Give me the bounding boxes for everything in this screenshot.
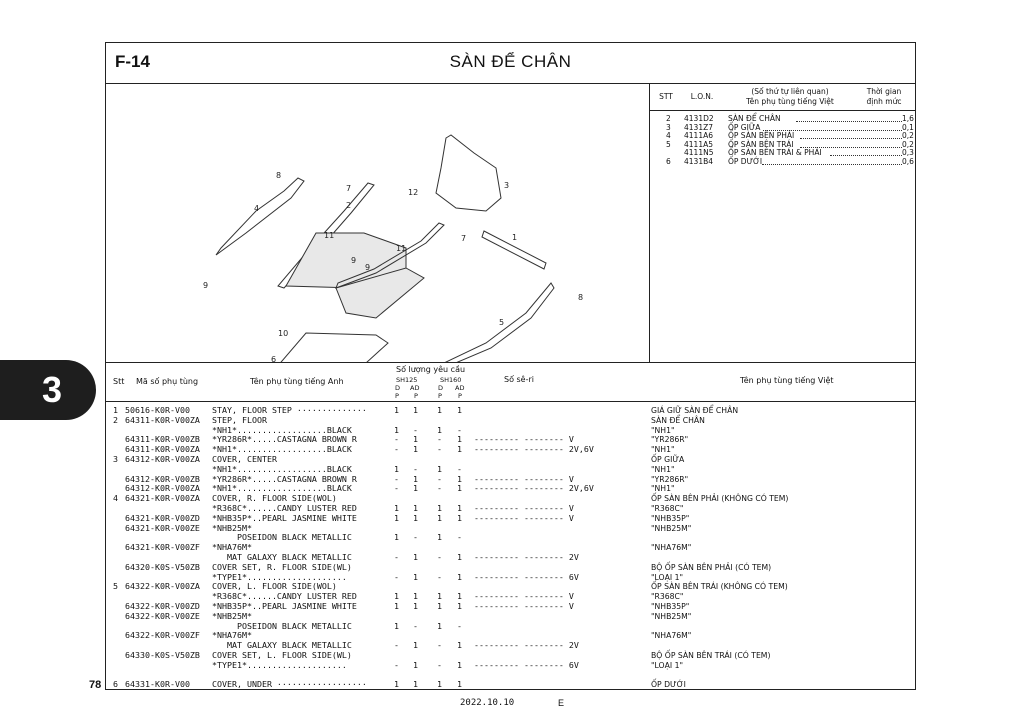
- row-qty: -: [413, 424, 418, 435]
- row-stt: 2: [113, 414, 118, 425]
- row-name-vn: "NHB35P": [651, 513, 690, 523]
- row-name-en: *TYPE1*....................: [212, 571, 347, 582]
- row-qty: 1: [413, 502, 418, 513]
- callout-11b: 11: [396, 244, 407, 253]
- row-name-en: POSEIDON BLACK METALLIC: [212, 532, 352, 543]
- row-serial: --------- -------- V: [474, 512, 574, 523]
- row-qty: -: [457, 620, 462, 631]
- row-name-en: *NH1*..................BLACK: [212, 483, 352, 494]
- ref-header-desc-1: (Số thứ tự liên quan): [751, 87, 829, 96]
- row-qty: 1: [413, 571, 418, 582]
- row-qty: -: [457, 463, 462, 474]
- row-qty: -: [394, 551, 399, 562]
- row-qty: 1: [457, 551, 462, 562]
- row-name-en: COVER, R. FLOOR SIDE(WOL): [212, 493, 337, 504]
- row-part-no: 64312-K0R-V00ZA: [125, 483, 200, 494]
- parts-table-body: [106, 406, 915, 690]
- callout-5: 5: [499, 318, 505, 327]
- row-name-vn: "R368C": [651, 503, 684, 513]
- callout-9b: 9: [351, 256, 357, 265]
- row-name-en: *NHB25M*: [212, 522, 252, 533]
- row-name-en: *NHA76M*: [212, 630, 252, 641]
- row-name-vn: BỘ ỐP SÀN BÊN PHẢI (CÓ TEM): [651, 562, 772, 572]
- row-qty: -: [394, 659, 399, 670]
- row-part-no: 64331-K0R-V00: [125, 679, 190, 690]
- col-stt: Stt: [113, 377, 125, 386]
- callout-7: 7: [346, 184, 352, 193]
- row-name-vn: SÀN ĐỂ CHÂN: [651, 415, 705, 425]
- row-qty: 1: [394, 512, 399, 523]
- row-qty: -: [437, 551, 442, 562]
- row-name-vn: "NH1": [651, 445, 675, 455]
- row-name-en: *NHA76M*: [212, 542, 252, 553]
- row-stt: 3: [113, 453, 118, 464]
- row-name-vn: "NHA76M": [651, 631, 692, 641]
- row-part-no: 64321-K0R-V00ZE: [125, 522, 200, 533]
- col-part-no: Mã số phụ tùng: [136, 377, 199, 386]
- row-part-no: 64320-K0S-V50ZB: [125, 561, 200, 572]
- ref-rows: [650, 115, 916, 166]
- row-stt: 5: [113, 581, 118, 592]
- col-serial: Số sê-ri: [504, 375, 535, 384]
- table-row: [106, 680, 915, 690]
- row-qty: -: [437, 444, 442, 455]
- callout-3: 3: [504, 181, 510, 190]
- row-qty: 1: [394, 620, 399, 631]
- row-qty: 1: [437, 620, 442, 631]
- row-part-no: 64321-K0R-V00ZA: [125, 493, 200, 504]
- part-3-center-cover: [436, 135, 501, 211]
- row-serial: --------- -------- V: [474, 600, 574, 611]
- row-name-vn: ỐP GIỮA: [651, 454, 685, 464]
- row-part-no: 64322-K0R-V00ZA: [125, 581, 200, 592]
- row-qty: -: [394, 640, 399, 651]
- row-qty: -: [394, 444, 399, 455]
- row-serial: --------- -------- 2V: [474, 640, 579, 651]
- row-qty: -: [437, 483, 442, 494]
- row-name-vn: "NHB25M": [651, 523, 692, 533]
- row-qty: 1: [413, 512, 418, 523]
- row-qty: 1: [394, 424, 399, 435]
- row-name-en: *YR286R*.....CASTAGNA BROWN R: [212, 473, 357, 484]
- exploded-diagram: [106, 83, 650, 362]
- ref-header-lon: L.O.N.: [690, 92, 714, 101]
- ref-row: 2 4131D2 SÀN ĐỂ CHÂN 1,6: [666, 114, 914, 123]
- row-name-vn: "LOẠI 1": [651, 660, 683, 670]
- row-name-vn: "NHB25M": [651, 611, 692, 621]
- row-part-no: 64311-K0R-V00ZB: [125, 434, 200, 445]
- row-name-en: COVER, CENTER: [212, 453, 277, 464]
- col-model-sh125: SH125: [396, 376, 418, 384]
- row-qty: 1: [413, 640, 418, 651]
- row-name-en: COVER, L. FLOOR SIDE(WOL): [212, 581, 337, 592]
- row-qty: 1: [457, 571, 462, 582]
- callout-7b: 7: [461, 234, 467, 243]
- col-qty: Số lượng yêu cầu: [396, 365, 466, 374]
- row-qty: 1: [413, 659, 418, 670]
- row-name-vn: "NHA76M": [651, 543, 692, 553]
- row-name-en: *YR286R*.....CASTAGNA BROWN R: [212, 434, 357, 445]
- row-name-vn: ỐP DƯỚI: [651, 680, 686, 690]
- row-serial: --------- -------- 2V: [474, 551, 579, 562]
- parts-page-frame: [105, 42, 916, 690]
- row-qty: -: [413, 532, 418, 543]
- ref-header-time-2: định mức: [866, 97, 902, 106]
- col-name-vn: Tên phụ tùng tiếng Việt: [740, 376, 834, 385]
- row-stt: 6: [113, 679, 118, 690]
- row-name-vn: ỐP SÀN BÊN PHẢI (KHÔNG CÓ TEM): [651, 494, 789, 504]
- ref-header-stt: STT: [659, 92, 673, 101]
- row-qty: 1: [437, 591, 442, 602]
- row-qty: -: [437, 640, 442, 651]
- row-part-no: 64330-K0S-V50ZB: [125, 649, 200, 660]
- row-qty: 1: [437, 512, 442, 523]
- row-part-no: 64321-K0R-V00ZD: [125, 512, 200, 523]
- row-name-en: POSEIDON BLACK METALLIC: [212, 620, 352, 631]
- row-qty: 1: [457, 659, 462, 670]
- row-name-vn: "YR286R": [651, 435, 689, 445]
- row-qty: 1: [437, 532, 442, 543]
- row-name-en: STEP, FLOOR: [212, 414, 267, 425]
- row-qty: 1: [457, 502, 462, 513]
- row-qty: -: [437, 434, 442, 445]
- page-number: 78: [89, 679, 102, 691]
- row-qty: -: [457, 424, 462, 435]
- row-serial: --------- -------- 2V,6V: [474, 444, 594, 455]
- row-stt: 1: [113, 405, 118, 415]
- row-serial: --------- -------- V: [474, 434, 574, 445]
- callout-12: 12: [408, 188, 419, 197]
- row-part-no: 64322-K0R-V00ZF: [125, 630, 200, 641]
- row-name-en: *NHB35P*..PEARL JASMINE WHITE: [212, 512, 357, 523]
- callout-1: 1: [512, 233, 518, 242]
- callout-6: 6: [271, 355, 277, 362]
- row-name-vn: "R368C": [651, 592, 684, 602]
- row-qty: -: [394, 473, 399, 484]
- figure-code: F-14: [115, 52, 150, 71]
- row-serial: --------- -------- V: [474, 473, 574, 484]
- row-name-vn: ỐP SÀN BÊN TRÁI (KHÔNG CÓ TEM): [651, 582, 788, 592]
- ref-row: 6 4131B4 ỐP DƯỚI 0,6: [666, 156, 914, 166]
- row-qty: -: [437, 659, 442, 670]
- row-qty: 1: [413, 679, 418, 690]
- row-qty: -: [413, 463, 418, 474]
- callout-4: 4: [254, 204, 260, 213]
- row-name-en: *R368C*......CANDY LUSTER RED: [212, 591, 357, 602]
- row-name-en: MAT GALAXY BLACK METALLIC: [212, 551, 352, 562]
- row-part-no: 50616-K0R-V00: [125, 405, 190, 415]
- row-name-en: *TYPE1*....................: [212, 659, 347, 670]
- row-qty: 1: [437, 405, 442, 415]
- row-qty: 1: [457, 591, 462, 602]
- row-name-en: *NHB35P*..PEARL JASMINE WHITE: [212, 600, 357, 611]
- row-serial: --------- -------- V: [474, 591, 574, 602]
- row-serial: --------- -------- V: [474, 502, 574, 513]
- row-qty: 1: [457, 679, 462, 690]
- row-name-vn: "NH1": [651, 464, 675, 474]
- row-qty: 1: [413, 551, 418, 562]
- ref-row: 4 4111A6 ỐP SÀN BÊN PHẢI 0,2: [666, 131, 914, 140]
- row-qty: 1: [437, 679, 442, 690]
- labor-time-table: [650, 83, 916, 362]
- row-qty: 1: [457, 600, 462, 611]
- row-qty: 1: [394, 532, 399, 543]
- row-name-vn: "LOẠI 1": [651, 572, 683, 582]
- row-qty: 1: [457, 640, 462, 651]
- row-part-no: 64321-K0R-V00ZF: [125, 542, 200, 553]
- row-qty: 1: [437, 463, 442, 474]
- row-qty: 1: [413, 483, 418, 494]
- page-header: [106, 43, 915, 84]
- row-qty: 1: [413, 591, 418, 602]
- row-qty: -: [437, 571, 442, 582]
- row-qty: -: [413, 620, 418, 631]
- callout-2: 2: [346, 201, 352, 210]
- row-qty: -: [394, 571, 399, 582]
- part-4-right-side-cover: [216, 178, 304, 255]
- row-name-vn: BỘ ỐP SÀN BÊN TRÁI (CÓ TEM): [651, 650, 771, 660]
- row-qty: 1: [413, 405, 418, 415]
- callout-10: 10: [278, 329, 289, 338]
- row-name-vn: "NHB35P": [651, 601, 690, 611]
- row-qty: 1: [413, 473, 418, 484]
- ref-header-desc-2: Tên phụ tùng tiếng Việt: [746, 97, 834, 106]
- row-name-en: COVER, UNDER ··················: [212, 679, 367, 690]
- row-qty: 1: [394, 600, 399, 611]
- section-tab: 3: [0, 360, 96, 420]
- row-qty: 1: [413, 434, 418, 445]
- row-qty: 1: [457, 473, 462, 484]
- row-part-no: 64312-K0R-V00ZB: [125, 473, 200, 484]
- row-name-vn: "YR286R": [651, 474, 689, 484]
- edition: E: [558, 698, 565, 708]
- row-qty: 1: [457, 444, 462, 455]
- row-stt: 4: [113, 493, 118, 504]
- row-qty: -: [394, 434, 399, 445]
- callout-9: 9: [203, 281, 209, 290]
- row-name-en: MAT GALAXY BLACK METALLIC: [212, 640, 352, 651]
- ref-row: 3 4131Z7 ỐP GIỮA 0,1: [666, 122, 914, 132]
- row-part-no: 64311-K0R-V00ZA: [125, 444, 200, 455]
- row-qty: 1: [394, 405, 399, 415]
- row-qty: 1: [457, 512, 462, 523]
- row-qty: 1: [437, 600, 442, 611]
- row-qty: 1: [457, 405, 462, 415]
- row-qty: -: [394, 483, 399, 494]
- row-qty: 1: [457, 483, 462, 494]
- callout-8: 8: [276, 171, 282, 180]
- row-qty: -: [457, 532, 462, 543]
- row-name-vn: "NH1": [651, 425, 675, 435]
- row-serial: --------- -------- 2V,6V: [474, 483, 594, 494]
- ref-row: 4111N5 ỐP SÀN BÊN TRÁI & PHẢI 0,3: [684, 148, 914, 157]
- row-qty: 1: [394, 463, 399, 474]
- row-name-en: *NH1*..................BLACK: [212, 424, 352, 435]
- row-name-vn: "NH1": [651, 484, 675, 494]
- row-name-en: *R368C*......CANDY LUSTER RED: [212, 502, 357, 513]
- row-name-en: *NH1*..................BLACK: [212, 444, 352, 455]
- row-qty: 1: [437, 424, 442, 435]
- row-qty: 1: [394, 502, 399, 513]
- row-name-en: *NHB25M*: [212, 610, 252, 621]
- page-title: SÀN ĐỂ CHÂN: [449, 52, 572, 71]
- row-part-no: 64312-K0R-V00ZA: [125, 453, 200, 464]
- row-serial: --------- -------- 6V: [474, 659, 579, 670]
- callout-11: 11: [324, 231, 335, 240]
- ref-header-time-1: Thời gian: [866, 87, 902, 96]
- ref-row: 5 4111A5 ỐP SÀN BÊN TRÁI 0,2: [666, 139, 914, 149]
- print-date: 2022.10.10: [460, 698, 515, 708]
- callout-9c: 9: [365, 263, 371, 272]
- parts-table-header: Stt Mã số phụ tùng Tên phụ tùng tiếng Anh Số lượng yêu cầu SH125 SH160 D AD D AD P P P P Số sê-ri Tên phụ tùng tiếng Việt: [106, 362, 915, 402]
- row-qty: 1: [394, 591, 399, 602]
- col-name-en: Tên phụ tùng tiếng Anh: [250, 377, 344, 386]
- part-6-under-cover: [276, 333, 388, 362]
- row-part-no: 64311-K0R-V00ZA: [125, 414, 200, 425]
- row-qty: -: [437, 473, 442, 484]
- row-part-no: 64322-K0R-V00ZE: [125, 610, 200, 621]
- row-name-vn: GIÁ GIỮ SÀN ĐỂ CHÂN: [651, 406, 739, 415]
- row-qty: 1: [437, 502, 442, 513]
- diagram-drawing: [106, 83, 649, 362]
- row-qty: 1: [413, 600, 418, 611]
- row-qty: 1: [394, 679, 399, 690]
- row-part-no: 64322-K0R-V00ZD: [125, 600, 200, 611]
- row-name-en: STAY, FLOOR STEP ··············: [212, 405, 367, 415]
- row-name-en: *NH1*..................BLACK: [212, 463, 352, 474]
- callout-8b: 8: [578, 293, 584, 302]
- row-name-en: COVER SET, R. FLOOR SIDE(WL): [212, 561, 352, 572]
- row-qty: 1: [413, 444, 418, 455]
- row-serial: --------- -------- 6V: [474, 571, 579, 582]
- row-name-en: COVER SET, L. FLOOR SIDE(WL): [212, 649, 352, 660]
- col-model-sh160: SH160: [440, 376, 462, 384]
- row-qty: 1: [457, 434, 462, 445]
- table-row: [106, 661, 915, 671]
